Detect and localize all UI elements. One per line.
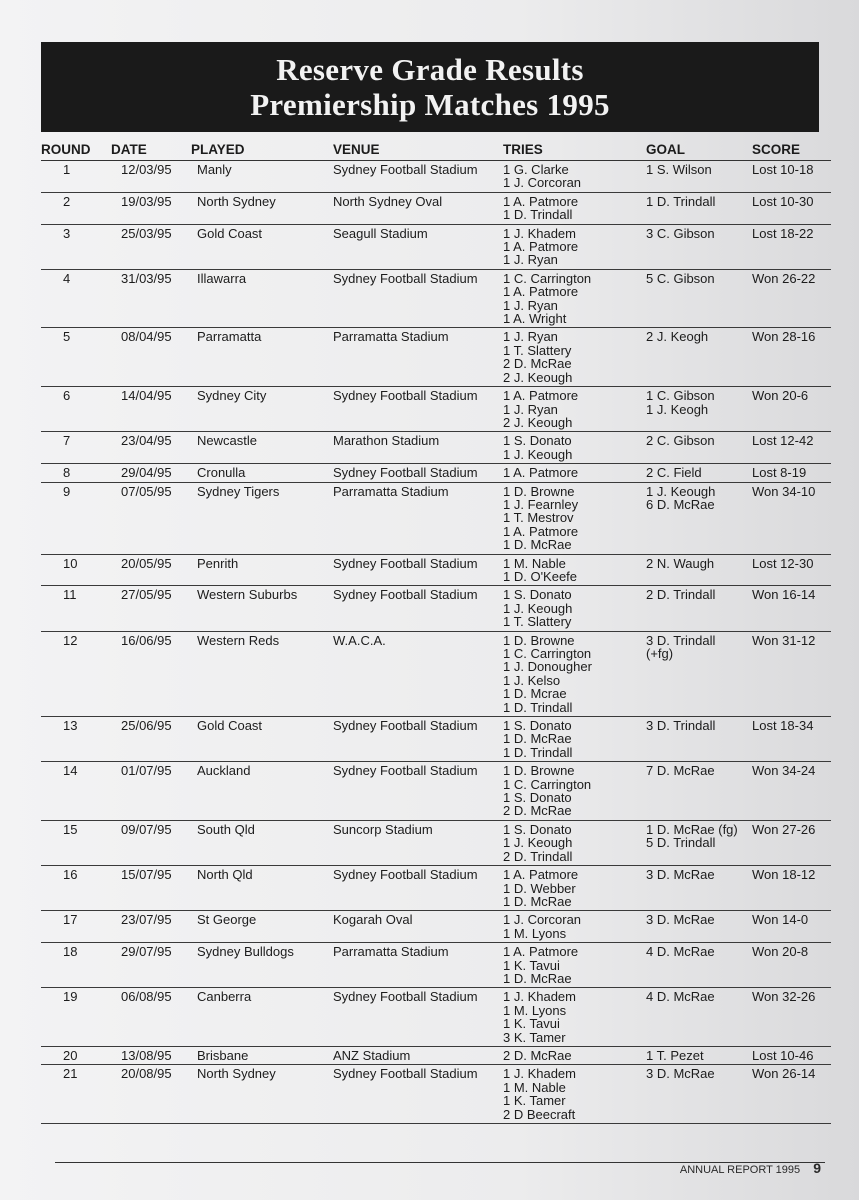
try-entry: 1 K. Tamer xyxy=(503,1093,566,1109)
cell-score: Won 34-24 xyxy=(752,762,831,821)
try-entry: 1 J. Keough xyxy=(503,446,573,462)
cell-tries xyxy=(503,1065,646,1124)
cell-tries xyxy=(503,161,646,193)
goal-entry: 3 D. McRae xyxy=(646,1066,715,1082)
try-entry: 1 J. Khadem xyxy=(503,1066,576,1082)
cell-goals xyxy=(646,586,752,631)
cell-tries xyxy=(503,631,646,716)
cell-venue: Parramatta Stadium xyxy=(333,943,503,988)
cell-goals xyxy=(646,911,752,943)
cell-played: Newcastle xyxy=(191,432,333,464)
cell-tries xyxy=(503,328,646,387)
cell-played: Western Suburbs xyxy=(191,586,333,631)
cell-played: South Qld xyxy=(191,820,333,865)
cell-round: 16 xyxy=(41,866,111,911)
goal-entry: 1 D. McRae (fg) xyxy=(646,821,738,837)
cell-date: 27/05/95 xyxy=(111,586,191,631)
cell-venue: Kogarah Oval xyxy=(333,911,503,943)
cell-played: Sydney Tigers xyxy=(191,482,333,554)
cell-venue: Sydney Football Stadium xyxy=(333,866,503,911)
cell-played: Gold Coast xyxy=(191,224,333,269)
cell-score: Won 16-14 xyxy=(752,586,831,631)
cell-tries xyxy=(503,586,646,631)
cell-venue: Sydney Football Stadium xyxy=(333,988,503,1047)
try-entry: 1 D. McRae xyxy=(503,970,572,986)
try-entry: 1 D. McRae xyxy=(503,893,572,909)
cell-tries xyxy=(503,820,646,865)
goal-entry: 5 D. Trindall xyxy=(646,835,716,851)
goal-entry: 2 N. Waugh xyxy=(646,555,715,571)
try-entry: 1 A. Patmore xyxy=(503,239,579,255)
cell-venue: Marathon Stadium xyxy=(333,432,503,464)
try-entry: 1 C. Carrington xyxy=(503,776,592,792)
try-entry: 3 K. Tamer xyxy=(503,1029,566,1045)
cell-score: Won 20-6 xyxy=(752,387,831,432)
cell-date: 29/07/95 xyxy=(111,943,191,988)
goal-entry: 3 D. Trindall xyxy=(646,718,716,734)
try-entry: 1 J. Keough xyxy=(503,600,573,616)
cell-played: Manly xyxy=(191,161,333,193)
try-entry: 1 J. Donougher xyxy=(503,659,592,675)
header-tries: TRIES xyxy=(503,132,646,161)
cell-played: Sydney City xyxy=(191,387,333,432)
try-entry: 1 S. Donato xyxy=(503,718,572,734)
try-entry: 1 A. Wright xyxy=(503,311,567,327)
try-entry: 1 J. Fearnley xyxy=(503,496,579,512)
try-entry: 1 D. Browne xyxy=(503,483,575,499)
try-entry: 1 J. Corcoran xyxy=(503,912,582,928)
table-row xyxy=(41,224,831,269)
cell-venue: ANZ Stadium xyxy=(333,1046,503,1064)
goal-entry: 3 D. Trindall xyxy=(646,632,716,648)
try-entry: 1 D. O'Keefe xyxy=(503,568,578,584)
title-line-2: Premiership Matches 1995 xyxy=(250,87,610,122)
cell-venue: Sydney Football Stadium xyxy=(333,464,503,482)
goal-entry: 3 C. Gibson xyxy=(646,225,715,241)
cell-score: Won 31-12 xyxy=(752,631,831,716)
cell-played: Auckland xyxy=(191,762,333,821)
cell-tries xyxy=(503,482,646,554)
cell-score: Lost 12-30 xyxy=(752,554,831,586)
cell-round: 9 xyxy=(41,482,111,554)
cell-score: Won 27-26 xyxy=(752,820,831,865)
try-entry: 1 M. Lyons xyxy=(503,1002,567,1018)
table-row xyxy=(41,482,831,554)
table-row xyxy=(41,988,831,1047)
cell-goals xyxy=(646,387,752,432)
cell-venue: Sydney Football Stadium xyxy=(333,1065,503,1124)
try-entry: 2 D Beecraft xyxy=(503,1106,576,1122)
try-entry: 1 A. Patmore xyxy=(503,465,579,481)
cell-score: Lost 10-30 xyxy=(752,192,831,224)
cell-score: Lost 12-42 xyxy=(752,432,831,464)
cell-score: Won 26-22 xyxy=(752,269,831,328)
header-row xyxy=(41,132,831,161)
title-line-1: Reserve Grade Results xyxy=(276,52,584,87)
try-entry: 1 S. Donato xyxy=(503,587,572,603)
table-row xyxy=(41,554,831,586)
cell-tries xyxy=(503,762,646,821)
try-entry: 1 A. Patmore xyxy=(503,523,579,539)
cell-round: 17 xyxy=(41,911,111,943)
cell-score: Lost 10-18 xyxy=(752,161,831,193)
cell-score: Won 34-10 xyxy=(752,482,831,554)
table-row xyxy=(41,192,831,224)
goal-entry: (+fg) xyxy=(646,646,674,661)
header-venue: VENUE xyxy=(333,132,503,161)
cell-date: 07/05/95 xyxy=(111,482,191,554)
try-entry: 2 J. Keough xyxy=(503,369,573,385)
try-entry: 2 D. McRae xyxy=(503,803,572,819)
header-score: SCORE xyxy=(752,132,831,161)
try-entry: 1 K. Tavui xyxy=(503,1016,560,1032)
cell-score: Won 26-14 xyxy=(752,1065,831,1124)
cell-score: Lost 18-34 xyxy=(752,717,831,762)
try-entry: 1 D. Trindall xyxy=(503,699,573,715)
cell-goals xyxy=(646,192,752,224)
cell-score: Won 18-12 xyxy=(752,866,831,911)
cell-round: 21 xyxy=(41,1065,111,1124)
cell-venue: North Sydney Oval xyxy=(333,192,503,224)
table-row xyxy=(41,269,831,328)
cell-date: 29/04/95 xyxy=(111,464,191,482)
cell-date: 06/08/95 xyxy=(111,988,191,1047)
cell-played: Canberra xyxy=(191,988,333,1047)
cell-goals xyxy=(646,432,752,464)
header-date: DATE xyxy=(111,132,191,161)
try-entry: 1 D. Browne xyxy=(503,632,575,648)
try-entry: 1 J. Ryan xyxy=(503,252,558,268)
table-row xyxy=(41,631,831,716)
goal-entry: 2 D. Trindall xyxy=(646,587,716,603)
page-footer xyxy=(680,1160,821,1176)
cell-goals xyxy=(646,866,752,911)
cell-score: Lost 10-46 xyxy=(752,1046,831,1064)
cell-played: Parramatta xyxy=(191,328,333,387)
cell-goals xyxy=(646,269,752,328)
cell-tries xyxy=(503,387,646,432)
try-entry: 1 S. Donato xyxy=(503,821,572,837)
try-entry: 1 M. Lyons xyxy=(503,925,567,941)
cell-date: 01/07/95 xyxy=(111,762,191,821)
cell-played: Illawarra xyxy=(191,269,333,328)
table-row xyxy=(41,161,831,193)
cell-venue: Parramatta Stadium xyxy=(333,482,503,554)
try-entry: 1 J. Kelso xyxy=(503,672,561,688)
try-entry: 1 A. Patmore xyxy=(503,944,579,960)
goal-entry: 1 T. Pezet xyxy=(646,1047,704,1063)
try-entry: 1 M. Nable xyxy=(503,555,566,571)
table-row xyxy=(41,943,831,988)
cell-venue: Sydney Football Stadium xyxy=(333,554,503,586)
table-row xyxy=(41,464,831,482)
try-entry: 1 C. Carrington xyxy=(503,646,592,661)
goal-entry: 1 C. Gibson xyxy=(646,388,715,404)
cell-round: 15 xyxy=(41,820,111,865)
cell-tries xyxy=(503,988,646,1047)
cell-score: Won 14-0 xyxy=(752,911,831,943)
cell-tries xyxy=(503,464,646,482)
cell-venue: Sydney Football Stadium xyxy=(333,161,503,193)
try-entry: 1 D. McRae xyxy=(503,537,572,553)
try-entry: 1 K. Tavui xyxy=(503,957,560,973)
cell-date: 20/08/95 xyxy=(111,1065,191,1124)
goal-entry: 5 C. Gibson xyxy=(646,270,715,286)
cell-venue: Sydney Football Stadium xyxy=(333,586,503,631)
try-entry: 1 J. Corcoran xyxy=(503,175,582,191)
cell-tries xyxy=(503,1046,646,1064)
cell-played: Cronulla xyxy=(191,464,333,482)
cell-venue: W.A.C.A. xyxy=(333,631,503,716)
try-entry: 1 J. Ryan xyxy=(503,297,558,313)
cell-tries xyxy=(503,911,646,943)
cell-round: 20 xyxy=(41,1046,111,1064)
cell-tries xyxy=(503,269,646,328)
cell-date: 08/04/95 xyxy=(111,328,191,387)
cell-date: 09/07/95 xyxy=(111,820,191,865)
try-entry: 1 T. Slattery xyxy=(503,342,572,358)
table-row xyxy=(41,717,831,762)
table-row xyxy=(41,762,831,821)
cell-played: St George xyxy=(191,911,333,943)
cell-venue: Suncorp Stadium xyxy=(333,820,503,865)
try-entry: 1 C. Carrington xyxy=(503,270,592,286)
cell-played: North Sydney xyxy=(191,1065,333,1124)
goal-entry: 1 S. Wilson xyxy=(646,162,712,177)
cell-goals xyxy=(646,988,752,1047)
try-entry: 1 G. Clarke xyxy=(503,162,569,177)
cell-goals xyxy=(646,717,752,762)
cell-goals xyxy=(646,943,752,988)
cell-round: 5 xyxy=(41,328,111,387)
goal-entry: 4 D. McRae xyxy=(646,944,715,960)
goal-entry: 2 C. Gibson xyxy=(646,433,715,449)
table-row xyxy=(41,1065,831,1124)
cell-tries xyxy=(503,943,646,988)
goal-entry: 6 D. McRae xyxy=(646,496,715,512)
cell-date: 20/05/95 xyxy=(111,554,191,586)
goal-entry: 1 D. Trindall xyxy=(646,193,716,209)
cell-goals xyxy=(646,762,752,821)
cell-score: Lost 18-22 xyxy=(752,224,831,269)
title-banner xyxy=(41,42,819,132)
try-entry: 1 M. Nable xyxy=(503,1079,566,1095)
cell-played: Brisbane xyxy=(191,1046,333,1064)
goal-entry: 1 J. Keough xyxy=(646,483,716,499)
try-entry: 1 J. Ryan xyxy=(503,329,558,345)
goal-entry: 3 D. McRae xyxy=(646,912,715,928)
try-entry: 2 J. Keough xyxy=(503,414,573,430)
cell-date: 31/03/95 xyxy=(111,269,191,328)
cell-score: Won 20-8 xyxy=(752,943,831,988)
cell-venue: Parramatta Stadium xyxy=(333,328,503,387)
cell-round: 4 xyxy=(41,269,111,328)
cell-venue: Sydney Football Stadium xyxy=(333,387,503,432)
cell-round: 11 xyxy=(41,586,111,631)
cell-tries xyxy=(503,717,646,762)
cell-date: 15/07/95 xyxy=(111,866,191,911)
cell-goals xyxy=(646,1065,752,1124)
cell-round: 6 xyxy=(41,387,111,432)
cell-venue: Sydney Football Stadium xyxy=(333,762,503,821)
cell-round: 10 xyxy=(41,554,111,586)
try-entry: 1 D. Webber xyxy=(503,880,576,896)
cell-played: Penrith xyxy=(191,554,333,586)
results-table xyxy=(41,132,831,1124)
try-entry: 1 T. Slattery xyxy=(503,614,572,630)
goal-entry: 2 C. Field xyxy=(646,465,702,481)
cell-goals xyxy=(646,328,752,387)
try-entry: 1 A. Patmore xyxy=(503,388,579,404)
try-entry: 1 D. Mcrae xyxy=(503,686,567,702)
cell-tries xyxy=(503,866,646,911)
try-entry: 2 D. Trindall xyxy=(503,848,573,864)
cell-played: North Sydney xyxy=(191,192,333,224)
table-row xyxy=(41,820,831,865)
try-entry: 1 S. Donato xyxy=(503,433,572,449)
cell-round: 3 xyxy=(41,224,111,269)
cell-goals xyxy=(646,631,752,716)
try-entry: 1 D. Trindall xyxy=(503,207,573,223)
cell-played: Sydney Bulldogs xyxy=(191,943,333,988)
cell-score: Lost 8-19 xyxy=(752,464,831,482)
header-goal: GOAL xyxy=(646,132,752,161)
table-row xyxy=(41,866,831,911)
page-number: 9 xyxy=(813,1160,821,1176)
goal-entry: 7 D. McRae xyxy=(646,763,715,779)
cell-played: North Qld xyxy=(191,866,333,911)
cell-venue: Sydney Football Stadium xyxy=(333,269,503,328)
cell-goals xyxy=(646,554,752,586)
try-entry: 1 A. Patmore xyxy=(503,193,579,209)
try-entry: 1 A. Patmore xyxy=(503,867,579,883)
table-row xyxy=(41,911,831,943)
cell-venue: Sydney Football Stadium xyxy=(333,717,503,762)
cell-score: Won 32-26 xyxy=(752,988,831,1047)
try-entry: 2 D. McRae xyxy=(503,356,572,372)
try-entry: 1 J. Keough xyxy=(503,835,573,851)
cell-date: 25/03/95 xyxy=(111,224,191,269)
cell-date: 13/08/95 xyxy=(111,1046,191,1064)
goal-entry: 2 J. Keogh xyxy=(646,329,709,345)
cell-goals xyxy=(646,482,752,554)
try-entry: 1 A. Patmore xyxy=(503,284,579,300)
try-entry: 1 D. McRae xyxy=(503,731,572,747)
try-entry: 1 T. Mestrov xyxy=(503,510,574,526)
cell-tries xyxy=(503,192,646,224)
cell-goals xyxy=(646,161,752,193)
cell-round: 13 xyxy=(41,717,111,762)
cell-date: 16/06/95 xyxy=(111,631,191,716)
cell-date: 12/03/95 xyxy=(111,161,191,193)
cell-round: 19 xyxy=(41,988,111,1047)
goal-entry: 1 J. Keogh xyxy=(646,401,709,417)
cell-round: 7 xyxy=(41,432,111,464)
cell-tries xyxy=(503,224,646,269)
goal-entry: 3 D. McRae xyxy=(646,867,715,883)
table-row xyxy=(41,387,831,432)
try-entry: 1 D. Trindall xyxy=(503,744,573,760)
cell-date: 14/04/95 xyxy=(111,387,191,432)
try-entry: 1 J. Khadem xyxy=(503,989,576,1005)
table-row xyxy=(41,432,831,464)
cell-goals xyxy=(646,1046,752,1064)
try-entry: 1 J. Khadem xyxy=(503,225,576,241)
cell-date: 23/04/95 xyxy=(111,432,191,464)
footer-label: ANNUAL REPORT 1995 xyxy=(679,1164,801,1176)
cell-tries xyxy=(503,432,646,464)
results-body xyxy=(41,161,831,1124)
try-entry: 1 D. Browne xyxy=(503,763,575,779)
cell-goals xyxy=(646,820,752,865)
header-round: ROUND xyxy=(41,132,111,161)
cell-played: Gold Coast xyxy=(191,717,333,762)
cell-date: 25/06/95 xyxy=(111,717,191,762)
cell-round: 12 xyxy=(41,631,111,716)
cell-round: 18 xyxy=(41,943,111,988)
cell-round: 1 xyxy=(41,161,111,193)
try-entry: 2 D. McRae xyxy=(503,1047,572,1063)
cell-played: Western Reds xyxy=(191,631,333,716)
cell-date: 19/03/95 xyxy=(111,192,191,224)
cell-venue: Seagull Stadium xyxy=(333,224,503,269)
goal-entry: 4 D. McRae xyxy=(646,989,715,1005)
table-row xyxy=(41,586,831,631)
table-row xyxy=(41,328,831,387)
cell-tries xyxy=(503,554,646,586)
table-row xyxy=(41,1046,831,1064)
cell-goals xyxy=(646,464,752,482)
cell-date: 23/07/95 xyxy=(111,911,191,943)
cell-round: 8 xyxy=(41,464,111,482)
cell-round: 2 xyxy=(41,192,111,224)
try-entry: 1 J. Ryan xyxy=(503,401,558,417)
cell-round: 14 xyxy=(41,762,111,821)
cell-score: Won 28-16 xyxy=(752,328,831,387)
cell-goals xyxy=(646,224,752,269)
header-played: PLAYED xyxy=(191,132,333,161)
try-entry: 1 S. Donato xyxy=(503,790,572,806)
